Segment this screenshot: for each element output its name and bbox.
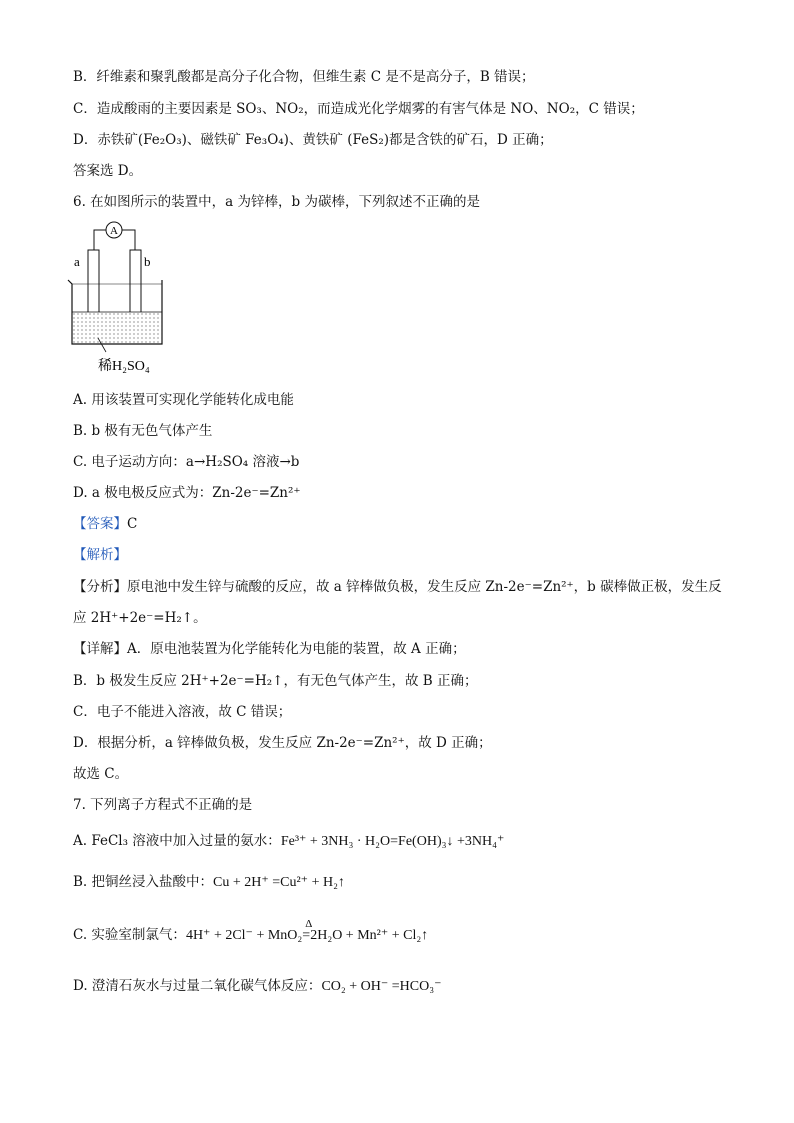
- option-6b: B. b 极有无色气体产生: [73, 423, 213, 439]
- label-b: b: [144, 254, 151, 269]
- question-6: 6. 在如图所示的装置中，a 为锌棒，b 为碳棒，下列叙述不正确的是: [73, 194, 480, 210]
- analysis-heading: [73, 546, 127, 564]
- xiangjie-c: C．电子不能进入溶液，故 C 错误；: [73, 704, 292, 720]
- xiangjie-a: A．原电池装置为化学能转化为电能的装置，故 A 正确；: [127, 641, 466, 657]
- electrolytic-cell-diagram: [64, 220, 174, 380]
- label-a: a: [74, 254, 80, 269]
- option-7d-text: D. 澄清石灰水与过量二氧化碳气体反应：: [73, 978, 322, 994]
- ammeter-label: A: [110, 225, 118, 237]
- text-line: 答案选 D。: [73, 163, 143, 179]
- option-6a: A. 用该装置可实现化学能转化成电能: [73, 392, 294, 408]
- option-7d-equation: CO₂ + OH⁻ =HCO₃⁻: [321, 979, 442, 994]
- answer-value: C: [127, 516, 138, 532]
- text-line: C．造成酸雨的主要因素是 SO₃、NO₂，而造成光化学烟雾的有害气体是 NO、NO₂，C 错误；: [73, 101, 644, 117]
- option-6d: D. a 极电极反应式为：Zn-2e⁻=Zn²⁺: [73, 485, 301, 501]
- heat-symbol: Δ: [305, 918, 313, 930]
- option-7d: [73, 977, 442, 996]
- answer-row: [73, 515, 137, 533]
- fenxi-text: 原电池中发生锌与硫酸的反应，故 a 锌棒做负极，发生反应 Zn-2e⁻=Zn²⁺，b 碳棒做正极，发生反: [127, 579, 722, 595]
- xiangjie-b: B．b 极发生反应 2H⁺+2e⁻=H₂↑，有无色气体产生，故 B 正确；: [73, 673, 478, 689]
- answer-label: 【答案】: [73, 516, 127, 532]
- question-7: 7. 下列离子方程式不正确的是: [73, 797, 253, 813]
- fenxi-row: [73, 578, 722, 596]
- option-7a-text: A. FeCl₃ 溶液中加入过量的氨水：: [73, 833, 281, 849]
- solution: [72, 312, 162, 344]
- option-7c-equation-left: 4H⁺ + 2Cl⁻ + MnO₂: [185, 928, 303, 943]
- option-7b: [73, 873, 345, 892]
- conclusion: 故选 C。: [73, 766, 129, 782]
- option-7b-equation: Cu + 2H⁺ =Cu²⁺ + H₂↑: [213, 875, 345, 890]
- fenxi-continued: 应 2H⁺+2e⁻=H₂↑。: [73, 610, 207, 626]
- option-6c: C. 电子运动方向：a→H₂SO₄ 溶液→b: [73, 454, 300, 470]
- text-line: D．赤铁矿(Fe₂O₃)、磁铁矿 Fe₃O₄)、黄铁矿 (FeS₂)都是含铁的矿石，D 正确；: [73, 132, 553, 148]
- text-line: B．纤维素和聚乳酸都是高分子化合物，但维生素 C 是不是高分子，B 错误；: [73, 69, 535, 85]
- fenxi-label: 【分析】: [73, 579, 127, 595]
- option-7b-text: B. 把铜丝浸入盐酸中：: [73, 874, 214, 890]
- option-7c-heat-equals: Δ =: [302, 927, 310, 945]
- option-7a-equation: Fe³⁺ + 3NH₃ · H₂O=Fe(OH)₃↓ +3NH₄⁺: [280, 834, 505, 849]
- xiangjie-d: D．根据分析，a 锌棒做负极，发生反应 Zn-2e⁻=Zn²⁺，故 D 正确；: [73, 735, 492, 751]
- option-7a: [73, 832, 504, 851]
- xiangjie-row: [73, 640, 466, 658]
- analysis-label: 【解析】: [73, 547, 127, 563]
- option-7c-equation-right: 2H₂O + Mn²⁺ + Cl₂↑: [310, 928, 429, 943]
- xiangjie-label: 【详解】: [73, 641, 127, 657]
- solution-caption: 稀H₂SO₄: [98, 359, 150, 374]
- option-7c: [73, 918, 429, 945]
- option-7c-text: C. 实验室制氯气：: [73, 927, 186, 943]
